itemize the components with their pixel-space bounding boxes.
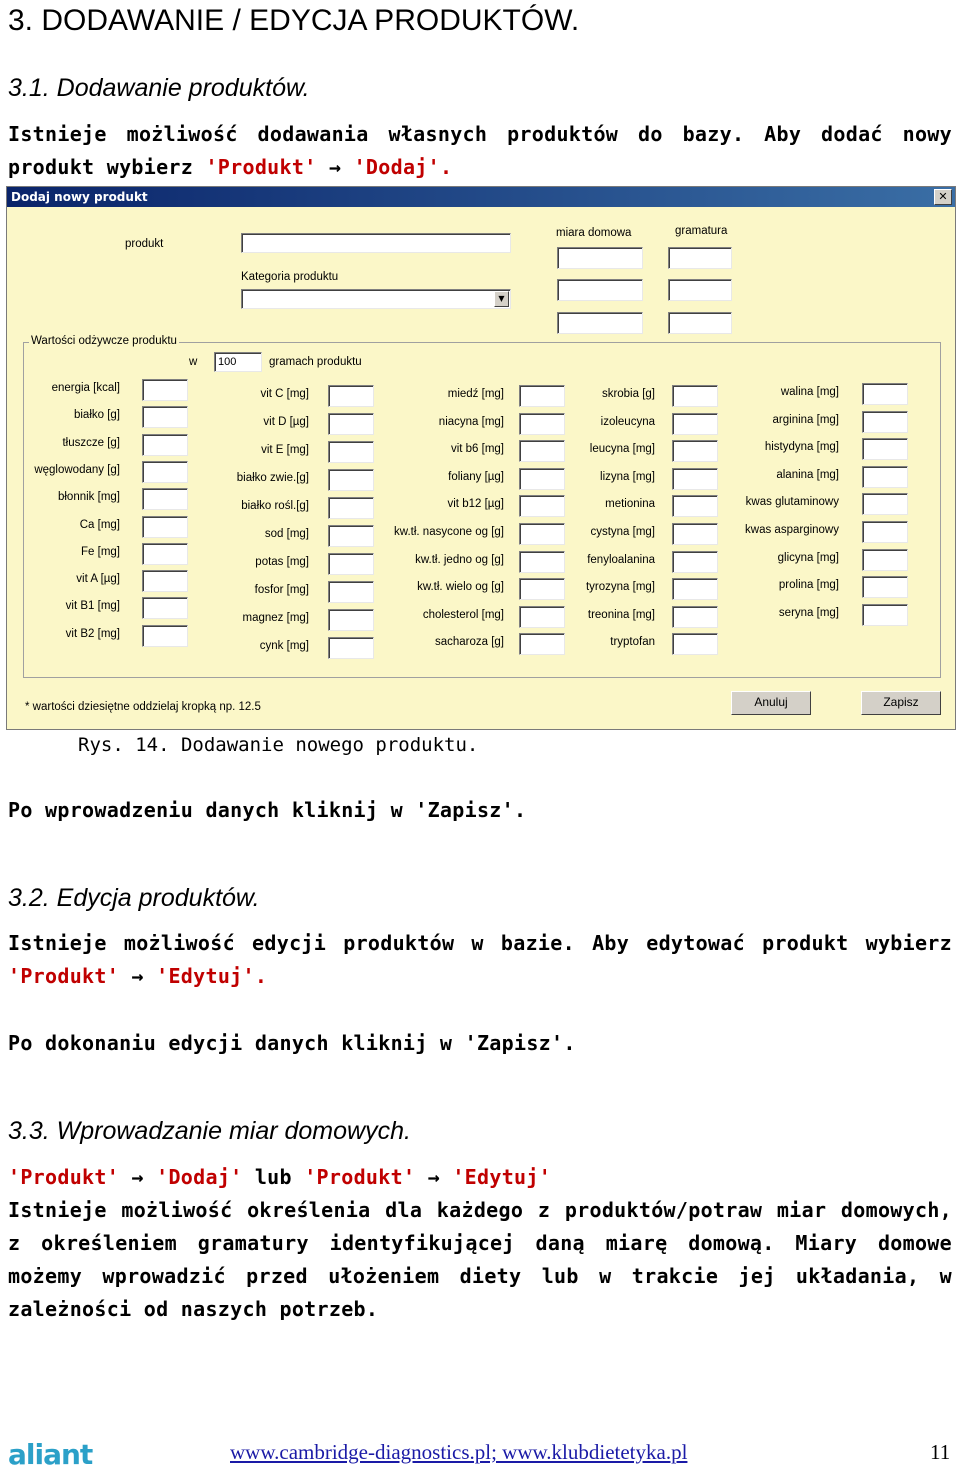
section-3-3-body: Istnieje możliwość określenia dla każdego z produktów/potraw miar domowych, z określeniem gramatury identyfikującej daną miarę domową. Miary domowe możemy wprowadzić przed ułożeniem diety lub w trakcie jej układania, w zależności od naszych potrzeb. bbox=[8, 1198, 952, 1321]
nutrient-label: vit E [mg] bbox=[261, 444, 309, 456]
nutrient-input[interactable] bbox=[328, 385, 374, 407]
nutrient-input[interactable] bbox=[672, 523, 718, 545]
dialog-titlebar bbox=[7, 187, 955, 207]
nutrient-input[interactable] bbox=[862, 466, 908, 488]
nutrient-input[interactable] bbox=[862, 438, 908, 460]
nutrient-label: tryptofan bbox=[610, 636, 655, 649]
nutrient-input[interactable] bbox=[328, 413, 374, 435]
aliant-logo: aliant bbox=[8, 1438, 93, 1471]
section-3-2-title: 3.2. Edycja produktów. bbox=[8, 884, 260, 912]
grams-basis-input[interactable]: 100 bbox=[214, 352, 262, 372]
nutrient-label: miedź [mg] bbox=[447, 388, 504, 400]
household-measure-label: miara domowa bbox=[556, 227, 632, 239]
nutrient-label: kw.tł. wielo og [g] bbox=[417, 581, 504, 594]
nutrient-input[interactable] bbox=[672, 468, 718, 490]
nutrient-input[interactable] bbox=[672, 578, 718, 600]
nutrient-label: niacyna [mg] bbox=[438, 415, 504, 428]
household-measure-input-3[interactable] bbox=[557, 312, 643, 334]
section-3-2-text: Istnieje możliwość edycji produktów w bazie. Aby edytować produkt wybierz 'Produkt' → 'Edytuj'. bbox=[8, 931, 952, 988]
nutrient-label: lizyna [mg] bbox=[600, 470, 655, 483]
nutrient-input[interactable] bbox=[142, 379, 188, 401]
nutrient-input[interactable] bbox=[862, 411, 908, 433]
household-measure-input-2[interactable] bbox=[557, 279, 643, 301]
section-3-3-path: 'Produkt' → 'Dodaj' lub 'Produkt' → 'Edytuj' bbox=[8, 1165, 552, 1189]
nutrient-input[interactable] bbox=[862, 493, 908, 515]
page-number: 11 bbox=[930, 1440, 951, 1464]
dialog-title: Dodaj nowy produkt bbox=[11, 190, 148, 204]
nutrient-label: vit B1 [mg] bbox=[65, 600, 120, 613]
nutrient-label: alanina [mg] bbox=[776, 468, 839, 481]
nutrient-label: białko [g] bbox=[73, 409, 120, 422]
nutrient-input[interactable] bbox=[328, 497, 374, 519]
nutrient-input[interactable] bbox=[862, 576, 908, 598]
nutrient-input[interactable] bbox=[142, 434, 188, 456]
nutrient-label: arginina [mg] bbox=[772, 413, 839, 426]
save-button[interactable]: Zapisz bbox=[861, 691, 941, 715]
nutrient-label: vit C [mg] bbox=[260, 388, 309, 400]
nutrient-label: foliany [µg] bbox=[448, 470, 504, 483]
nutrient-input[interactable] bbox=[672, 551, 718, 573]
section-3-3-title: 3.3. Wprowadzanie miar domowych. bbox=[8, 1117, 411, 1145]
nutrient-label: Fe [mg] bbox=[81, 545, 120, 558]
footer-link[interactable]: www.cambridge-diagnostics.pl; www.klubdietetyka.pl bbox=[230, 1440, 688, 1464]
page-heading: 3. DODAWANIE / EDYCJA PRODUKTÓW. bbox=[8, 4, 580, 37]
nutrient-input[interactable] bbox=[672, 413, 718, 435]
nutrient-label: seryna [mg] bbox=[778, 606, 839, 619]
nutrient-input[interactable] bbox=[672, 633, 718, 655]
nutrient-label: vit B2 [mg] bbox=[65, 627, 120, 640]
nutrient-label: vit b6 [mg] bbox=[450, 443, 504, 456]
nutrient-label: vit D [µg] bbox=[263, 416, 309, 428]
nutrient-label: treonina [mg] bbox=[587, 608, 655, 621]
nutrient-label: walina [mg] bbox=[780, 386, 839, 398]
nutrient-label: Ca [mg] bbox=[79, 518, 120, 531]
nutrient-input[interactable] bbox=[142, 461, 188, 483]
section-3-2-after: Po dokonaniu edycji danych kliknij w 'Zapisz'. bbox=[8, 1031, 576, 1055]
nutrient-label: cynk [mg] bbox=[259, 640, 309, 652]
nutrient-label: potas [mg] bbox=[255, 556, 309, 568]
nutrient-input[interactable] bbox=[142, 625, 188, 647]
section-3-1-title: 3.1. Dodawanie produktów. bbox=[8, 74, 310, 102]
nutrient-label: izoleucyna bbox=[600, 415, 655, 428]
product-input[interactable] bbox=[241, 233, 511, 253]
close-icon[interactable]: ✕ bbox=[934, 189, 952, 205]
nutrient-label: metionina bbox=[605, 498, 655, 511]
nutrient-input[interactable] bbox=[142, 597, 188, 619]
nutrient-input[interactable] bbox=[328, 637, 374, 659]
grams-input-3[interactable] bbox=[668, 312, 732, 334]
category-select[interactable] bbox=[241, 289, 511, 309]
nutrient-label: energia [kcal] bbox=[51, 382, 120, 394]
nutrient-input[interactable] bbox=[862, 521, 908, 543]
grams-of-product-label: gramach produktu bbox=[269, 356, 362, 368]
nutrient-input[interactable] bbox=[672, 440, 718, 462]
nutrient-label: kwas glutaminowy bbox=[745, 496, 839, 509]
nutrition-group-label: Wartości odżywcze produktu bbox=[31, 335, 177, 347]
nutrient-input[interactable] bbox=[328, 581, 374, 603]
nutrient-label: białko rośl.[g] bbox=[241, 500, 309, 512]
nutrient-input[interactable] bbox=[672, 606, 718, 628]
category-label: Kategoria produktu bbox=[241, 271, 339, 283]
nutrient-input[interactable] bbox=[862, 604, 908, 626]
nutrient-label: kw.tł. jedno og [g] bbox=[415, 553, 504, 566]
nutrient-input[interactable] bbox=[142, 488, 188, 510]
nutrient-label: kw.tł. nasycone og [g] bbox=[394, 526, 504, 538]
nutrient-label: cholesterol [mg] bbox=[422, 608, 504, 621]
nutrient-label: leucyna [mg] bbox=[589, 443, 655, 456]
nutrient-label: tyrozyna [mg] bbox=[585, 581, 655, 594]
nutrient-label: vit A [µg] bbox=[76, 573, 120, 586]
add-product-dialog bbox=[6, 186, 956, 730]
nutrient-label: fenyloalanina bbox=[587, 553, 655, 566]
nutrient-input[interactable] bbox=[862, 383, 908, 405]
nutrient-label: cystyna [mg] bbox=[590, 526, 655, 538]
nutrient-input[interactable] bbox=[672, 385, 718, 407]
nutrient-input[interactable] bbox=[142, 543, 188, 565]
nutrient-label: skrobia [g] bbox=[601, 388, 655, 400]
grams-input-2[interactable] bbox=[668, 279, 732, 301]
nutrient-label: fosfor [mg] bbox=[254, 584, 309, 596]
nutrient-label: magnez [mg] bbox=[242, 612, 309, 624]
nutrient-label: histydyna [mg] bbox=[764, 441, 839, 454]
nutrient-input[interactable] bbox=[328, 441, 374, 463]
nutrient-label: sod [mg] bbox=[264, 528, 309, 540]
chevron-down-icon[interactable]: ▼ bbox=[494, 291, 509, 307]
nutrient-label: błonnik [mg] bbox=[57, 491, 120, 504]
w-label: w bbox=[189, 356, 198, 368]
section-3-1-after: Po wprowadzeniu danych kliknij w 'Zapisz'. bbox=[8, 798, 527, 822]
nutrient-label: kwas asparginowy bbox=[745, 524, 839, 536]
nutrient-label: węglowodany [g] bbox=[34, 463, 120, 476]
nutrient-label: białko zwie.[g] bbox=[236, 472, 309, 484]
section-3-1-text: Istnieje możliwość dodawania własnych produktów do bazy. Aby dodać nowy produkt wybierz 'Produkt' → 'Dodaj'. bbox=[8, 122, 952, 179]
nutrient-input[interactable] bbox=[328, 553, 374, 575]
nutrient-input[interactable] bbox=[862, 549, 908, 571]
nutrient-input[interactable] bbox=[328, 469, 374, 491]
figure-caption: Rys. 14. Dodawanie nowego produktu. bbox=[78, 734, 479, 756]
decimal-note: * wartości dziesiętne oddzielaj kropką np. 12.5 bbox=[25, 701, 261, 713]
cancel-button[interactable]: Anuluj bbox=[731, 691, 811, 715]
product-label: produkt bbox=[125, 238, 164, 250]
nutrient-label: prolina [mg] bbox=[778, 579, 839, 592]
nutrient-input[interactable] bbox=[142, 570, 188, 592]
nutrient-input[interactable] bbox=[142, 516, 188, 538]
nutrient-label: sacharoza [g] bbox=[434, 636, 504, 649]
nutrient-label: vit b12 [µg] bbox=[447, 498, 504, 511]
nutrient-input[interactable] bbox=[328, 609, 374, 631]
nutrient-label: tłuszcze [g] bbox=[62, 436, 120, 449]
nutrient-input[interactable] bbox=[672, 495, 718, 517]
grams-input-1[interactable] bbox=[668, 247, 732, 269]
nutrient-label: glicyna [mg] bbox=[777, 551, 839, 564]
household-measure-input-1[interactable] bbox=[557, 247, 643, 269]
grams-label: gramatura bbox=[675, 225, 728, 237]
nutrient-input[interactable] bbox=[328, 525, 374, 547]
nutrient-input[interactable] bbox=[142, 406, 188, 428]
